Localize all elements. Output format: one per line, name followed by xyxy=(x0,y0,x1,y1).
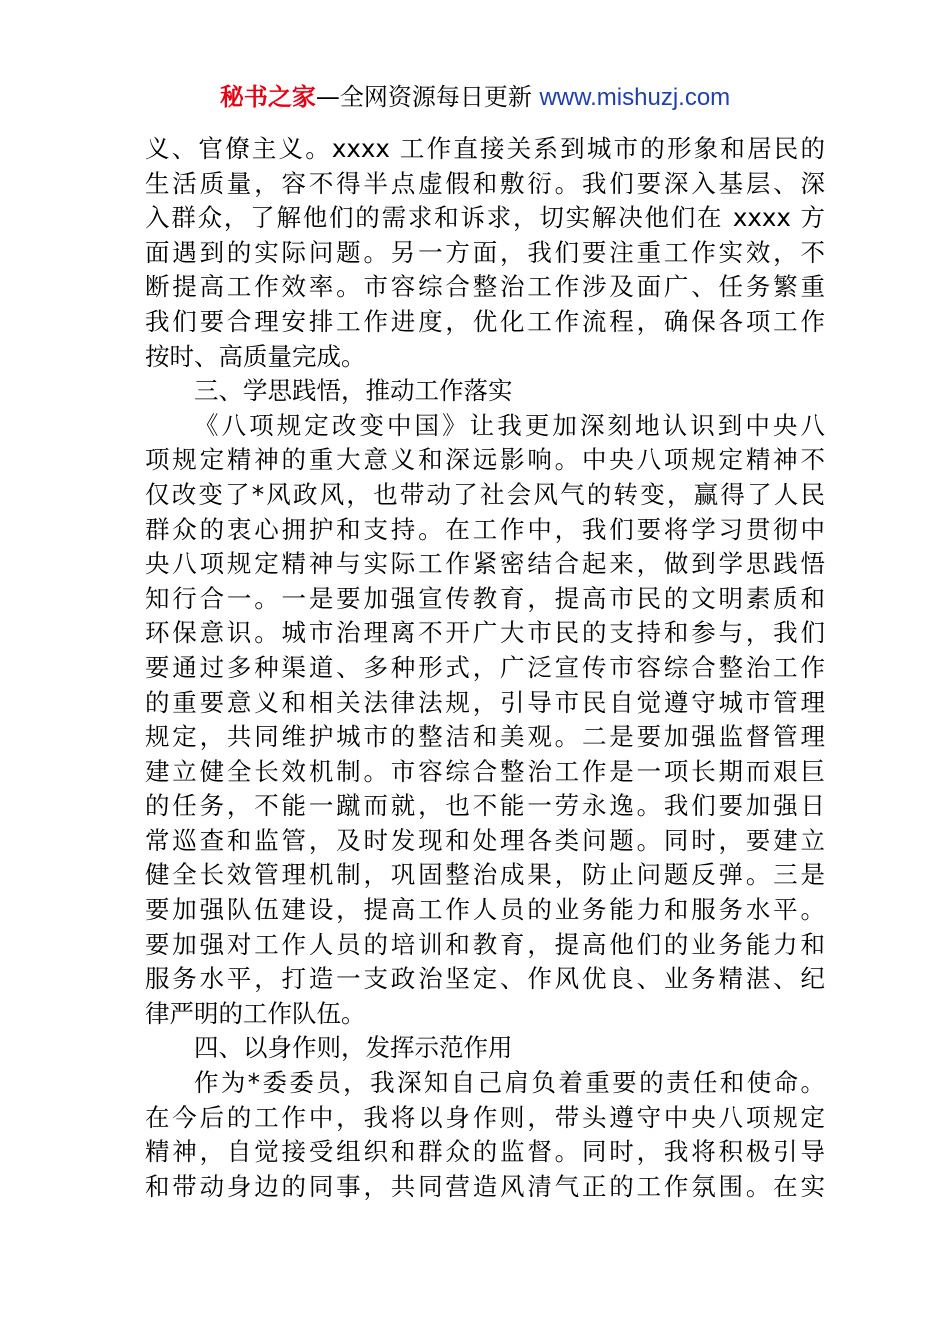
document-body xyxy=(145,132,825,1204)
text-line: 环保意识。城市治理离不开广大市民的支持和参与，我们 xyxy=(145,618,825,648)
text-line: 建立健全长效机制。市容综合整治工作是一项长期而艰巨 xyxy=(145,756,825,786)
paragraph-first-line: 作为*委委员，我深知自己肩负着重要的责任和使命。 xyxy=(194,1068,825,1098)
text-line: 入群众，了解他们的需求和诉求，切实解决他们在 xxxx 方 xyxy=(145,203,825,233)
text-line: 的重要意义和相关法律法规，引导市民自觉遵守城市管理 xyxy=(145,687,825,717)
site-url-link[interactable]: www.mishuzj.com xyxy=(539,84,731,111)
text-line: 断提高工作效率。市容综合整治工作涉及面广、任务繁重 xyxy=(145,272,825,302)
text-line: 健全长效管理机制，巩固整治成果，防止问题反弹。三是 xyxy=(145,860,825,890)
text-line: 在今后的工作中，我将以身作则，带头遵守中央八项规定 xyxy=(145,1102,825,1132)
paragraph-first-line: 《八项规定改变中国》让我更加深刻地认识到中央八 xyxy=(194,410,825,440)
text-line: 义、官僚主义。xxxx 工作直接关系到城市的形象和居民的 xyxy=(145,134,825,163)
text-line: 项规定精神的重大意义和深远影响。中央八项规定精神不 xyxy=(145,445,825,475)
text-line: 要加强对工作人员的培训和教育，提高他们的业务能力和 xyxy=(145,929,825,959)
text-line: 央八项规定精神与实际工作紧密结合起来，做到学思践悟 xyxy=(145,549,825,579)
text-line: 群众的衷心拥护和支持。在工作中，我们要将学习贯彻中 xyxy=(145,514,825,544)
site-name: 秘书之家 xyxy=(219,83,316,111)
text-line: 知行合一。一是要加强宣传教育，提高市民的文明素质和 xyxy=(145,583,825,613)
text-line: 仅改变了*风政风，也带动了社会风气的转变，赢得了人民 xyxy=(145,479,825,509)
text-line: 常巡查和监管，及时发现和处理各类问题。同时，要建立 xyxy=(145,825,825,855)
text-line: 要加强队伍建设，提高工作人员的业务能力和服务水平。 xyxy=(145,895,825,925)
text-line: 要通过多种渠道、多种形式，广泛宣传市容综合整治工作 xyxy=(145,652,825,682)
text-line: 生活质量，容不得半点虚假和敷衍。我们要深入基层、深 xyxy=(145,168,825,198)
site-tagline: —全网资源每日更新 xyxy=(315,83,540,111)
paragraph-first-line: 三、学思践悟，推动工作落实 xyxy=(194,376,513,406)
text-line: 服务水平，打造一支政治坚定、作风优良、业务精湛、纪 xyxy=(145,964,825,994)
text-line: 面遇到的实际问题。另一方面，我们要注重工作实效，不 xyxy=(145,237,825,267)
text-line: 精神，自觉接受组织和群众的监督。同时，我将积极引导 xyxy=(145,1137,825,1167)
text-line: 和带动身边的同事，共同营造风清气正的工作氛围。在实 xyxy=(145,1171,825,1201)
text-line: 律严明的工作队伍。 xyxy=(145,998,366,1028)
paragraph-first-line: 四、以身作则，发挥示范作用 xyxy=(194,1033,513,1063)
page-header xyxy=(0,80,950,115)
text-line: 按时、高质量完成。 xyxy=(145,341,366,371)
text-line: 我们要合理安排工作进度，优化工作流程，确保各项工作 xyxy=(145,306,825,336)
text-line: 的任务，不能一蹴而就，也不能一劳永逸。我们要加强日 xyxy=(145,791,825,821)
text-line: 规定，共同维护城市的整洁和美观。二是要加强监督管理 xyxy=(145,722,825,752)
